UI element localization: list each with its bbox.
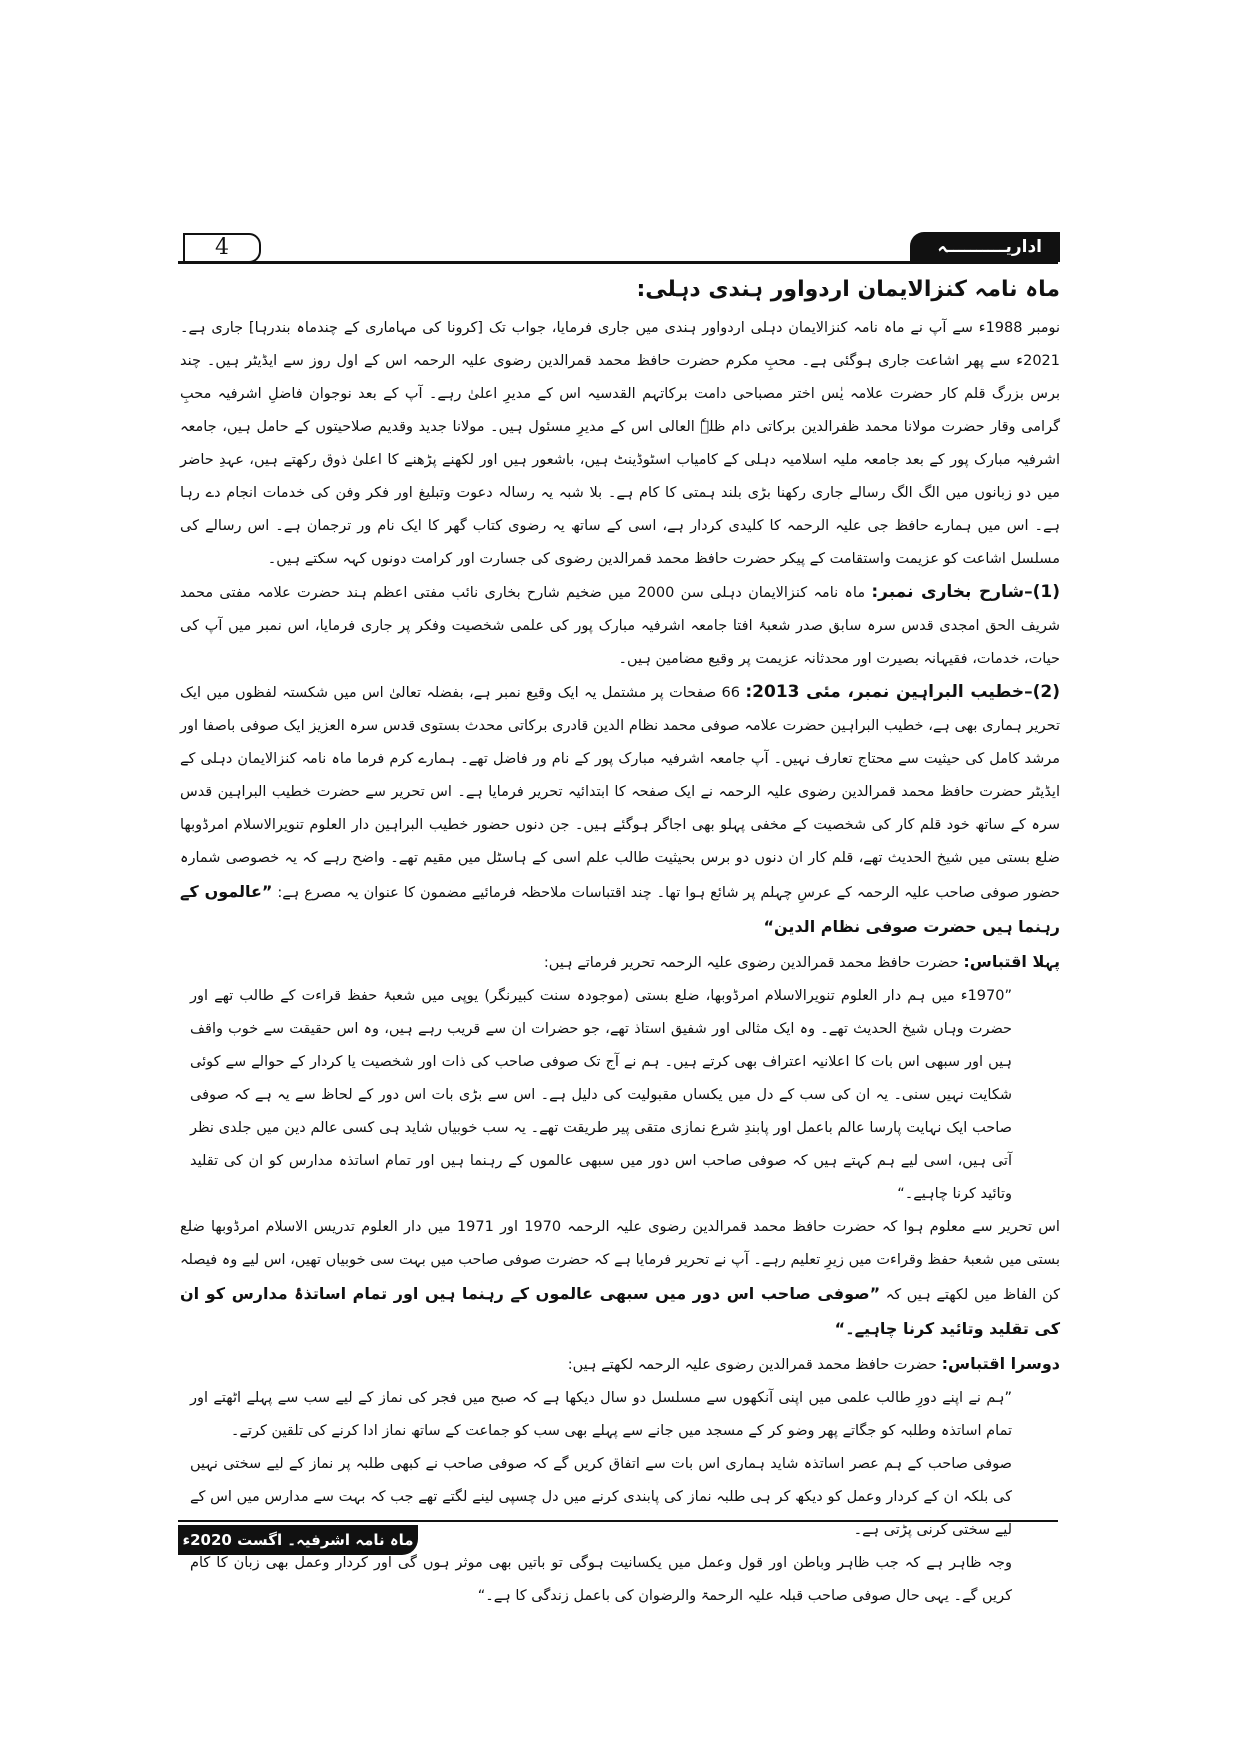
- footer-rule: [178, 1520, 1058, 1522]
- quote-2-lead: دوسرا اقتباس:: [941, 1354, 1060, 1373]
- quote-2-line-1: ”ہم نے اپنے دورِ طالب علمی میں اپنی آنکھوں سے مسلسل دو سال دیکھا ہے کہ صبح میں فجر کی نماز کے لیے سب سے پہلے اٹھتے اور تمام اساتذہ وطلبہ کو جگاتے پھر وضو کر کے مسجد میں جانے سے پہلے بھی سب کو جماعت کے ساتھ نماز ادا کرنے کی تلقین کرتے۔: [190, 1390, 1012, 1439]
- after-quote-1-bold: ”صوفی صاحب اس دور میں سبھی عالموں کے رہنما ہیں اور تمام اساتذۂ مدارس کو ان کی تقلید وتائید کرنا چاہیے۔“: [180, 1284, 1060, 1338]
- item-1: [180, 576, 1060, 676]
- after-quote-1: [180, 1211, 1060, 1347]
- quote-1-intro: [180, 945, 1060, 980]
- item-2-motto: ”عالموں کے رہنما ہیں حضرت صوفی نظام الدین“: [180, 882, 1060, 936]
- section-tag: اداریــــــــــہ: [910, 232, 1060, 262]
- after-quote-1-text: اس تحریر سے معلوم ہوا کہ حضرت حافظ محمد قمرالدین رضوی علیہ الرحمہ 1970 اور 1971 میں دار العلوم تدریس الاسلام امرڈوبھا ضلع بستی میں شعبۂ حفظ وقراءت میں زیرِ تعلیم رہے۔ آپ نے تحریر فرمایا ہے کہ حضرت صوفی صاحب میں بہت سی خوبیاں تھیں، اس لیے وہ فیصلہ کن الفاظ میں لکھتے ہیں کہ: [180, 1219, 1061, 1303]
- article-body: [180, 270, 1060, 1613]
- quote-1-text: ”1970ء میں ہم دار العلوم تنویرالاسلام امرڈوبھا، ضلع بستی (موجودہ سنت کبیرنگر) یوپی میں شعبۂ حفظ قراءت کے طالب تھے اور حضرت وہاں شیخ الحدیث تھے۔ وہ ایک مثالی اور شفیق استاذ تھے، جو حضرات ان سے قریب رہے ہیں، وہ اس حقیقت سے خوب واقف ہیں اور سبھی اس بات کا اعلانیہ اعتراف بھی کرتے ہیں۔ ہم نے آج تک صوفی صاحب کی ذات اور شخصیت یا کردار کے حوالے سے کوئی شکایت نہیں سنی۔ یہ ان کی سب کے دل میں یکساں مقبولیت کی دلیل ہے۔ اس سے بڑی بات اس دور کے لحاظ سے یہ ہے کہ صوفی صاحب ایک نہایت پارسا عالم باعمل اور پابندِ شرع نمازی متقی پیر طریقت تھے۔ یہ سب خوبیاں شاید ہی کسی عالم دین میں جلدی نظر آتی ہیں، اسی لیے ہم کہتے ہیں کہ صوفی صاحب اس دور میں سبھی عالموں کے رہنما ہیں اور تمام اساتذہ مدارس کو ان کی تقلید وتائید کرنا چاہیے۔“: [190, 988, 1012, 1202]
- article-title: ماہ نامہ کنزالایمان اردواور ہندی دہلی:: [636, 277, 1060, 302]
- item-1-text: ماہ نامہ کنزالایمان دہلی سن 2000 میں ضخیم شارح بخاری نائب مفتی اعظم ہند حضرت علامہ مفتی محمد شریف الحق امجدی قدس سرہ سابق صدر شعبۂ افتا جامعہ اشرفیہ مبارک پور کی علمی شخصیت وفکر پر جاری فرمایا، اس نمبر میں آپ کی حیات، خدمات، فقیہانہ بصیرت اور محدثانہ عزیمت پر وقیع مضامین ہیں۔: [180, 585, 1060, 667]
- item-2-text: 66 صفحات پر مشتمل یہ ایک وقیع نمبر ہے، بفضلہ تعالیٰ اس میں شکستہ لفظوں میں ایک تحریر ہماری بھی ہے، خطیب البراہین حضرت علامہ صوفی محمد نظام الدین قادری برکاتی محدث بستوی قدس سرہ العزیز ایک صوفی باصفا اور مرشد کامل کی حیثیت سے محتاج تعارف نہیں۔ آپ جامعہ اشرفیہ مبارک پور کے نام ور فاضل تھے۔ ہمارے کرم فرما ماہ نامہ کنزالایمان دہلی کے ایڈیٹر حضرت حافظ محمد قمرالدین رضوی علیہ الرحمہ نے ایک صفحہ کا ابتدائیہ تحریر فرمایا ہے۔ اس تحریر سے حضرت خطیب البراہین قدس سرہ کے ساتھ خود قلم کار کی شخصیت کے مخفی پہلو بھی اجاگر ہوگئے ہیں۔ جن دنوں حضور خطیب البراہین دار العلوم تنویرالاسلام امرڈوبھا ضلع بستی میں شیخ الحدیث تھے، قلم کار ان دنوں دو برس بحیثیت طالب علم اسی کے ہاسٹل میں مقیم تھے۔ واضح رہے کہ یہ خصوصی شمارہ حضور صوفی صاحب علیہ الرحمہ کے عرسِ چہلم پر شائع ہوا تھا۔ چند اقتباسات ملاحظہ فرمائیے مضمون کا عنوان یہ مصرع ہے:: [180, 685, 1060, 901]
- item-2: [180, 676, 1060, 945]
- item-1-heading: (1)–شارح بخاری نمبر:: [871, 582, 1060, 602]
- quote-2-intro: [180, 1347, 1060, 1382]
- quote-2-intro-text: حضرت حافظ محمد قمرالدین رضوی علیہ الرحمہ لکھتے ہیں:: [567, 1357, 937, 1373]
- quote-2-line-3: وجہ ظاہر ہے کہ جب ظاہر وباطن اور قول وعمل میں یکسانیت ہوگی تو باتیں بھی موثر ہوں گی اور کردار وعمل بھی زبان کا کام کریں گے۔ یہی حال صوفی صاحب قبلہ علیہ الرحمۃ والرضوان کی باعمل زندگی کا ہے۔“: [190, 1555, 1012, 1604]
- quote-2-line-2: صوفی صاحب کے ہم عصر اساتذہ شاید ہماری اس بات سے اتفاق کریں گے کہ صوفی صاحب نے کبھی طلبہ پر نماز کے لیے سختی نہیں کی بلکہ ان کے کردار وعمل کو دیکھ کر ہی طلبہ نماز کی پابندی کرنے میں دل چسپی لینے لگتے تھے جب کہ بہت سے مدارس میں اس کے لیے سختی کرنی پڑتی ہے۔: [190, 1456, 1012, 1538]
- item-2-heading: (2)–خطیب البراہین نمبر، مئی 2013:: [745, 682, 1061, 702]
- footer-label: ماہ نامہ اشرفیہ۔ اگست 2020ء: [178, 1525, 418, 1555]
- page-number: 4: [183, 233, 261, 263]
- quote-1-lead: پہلا اقتباس:: [963, 952, 1060, 971]
- quote-1-intro-text: حضرت حافظ محمد قمرالدین رضوی علیہ الرحمہ تحریر فرماتے ہیں:: [543, 955, 959, 971]
- header-rule: [178, 261, 1058, 264]
- intro-paragraph: نومبر 1988ء سے آپ نے ماہ نامہ کنزالایمان دہلی اردواور ہندی میں جاری فرمایا، جواب تک [کرونا کی مہاماری کے چندماہ بندرہا] جاری ہے۔ 2021ء سے پھر اشاعت جاری ہوگئی ہے۔ محبِ مکرم حضرت حافظ محمد قمرالدین رضوی علیہ الرحمہ اس کے اول روز سے ایڈیٹر ہیں۔ چند برس بزرگ قلم کار حضرت علامہ یٰس اختر مصباحی دامت برکاتہم القدسیہ اس کے مدیرِ اعلیٰ رہے۔ آپ کے بعد نوجوان فاضلِ اشرفیہ محبِ گرامی وقار حضرت مولانا محمد ظفرالدین برکاتی دام ظلہٗ العالی اس کے مدیرِ مسئول ہیں۔ مولانا جدید وقدیم صلاحیتوں کے حامل ہیں، جامعہ اشرفیہ مبارک پور کے بعد جامعہ ملیہ اسلامیہ دہلی کے کامیاب اسٹوڈینٹ ہیں، باشعور ہیں اور لکھنے پڑھنے کا اعلیٰ ذوق رکھتے ہیں، عہدِ حاضر میں دو زبانوں میں الگ الگ رسالے جاری رکھنا بڑی بلند ہمتی کا کام ہے۔ بلا شبہ یہ رسالہ دعوت وتبلیغ اور فکر وفن کی خدمات انجام دے رہا ہے۔ اس میں ہمارے حافظ جی علیہ الرحمہ کا کلیدی کردار ہے، اسی کے ساتھ یہ رضوی کتاب گھر کا ایک نام ور ترجمان ہے۔ اس رسالے کی مسلسل اشاعت کو عزیمت واستقامت کے پیکر حضرت حافظ محمد قمرالدین رضوی کی جسارت اور کرامت دونوں کہہ سکتے ہیں۔: [180, 320, 1061, 567]
